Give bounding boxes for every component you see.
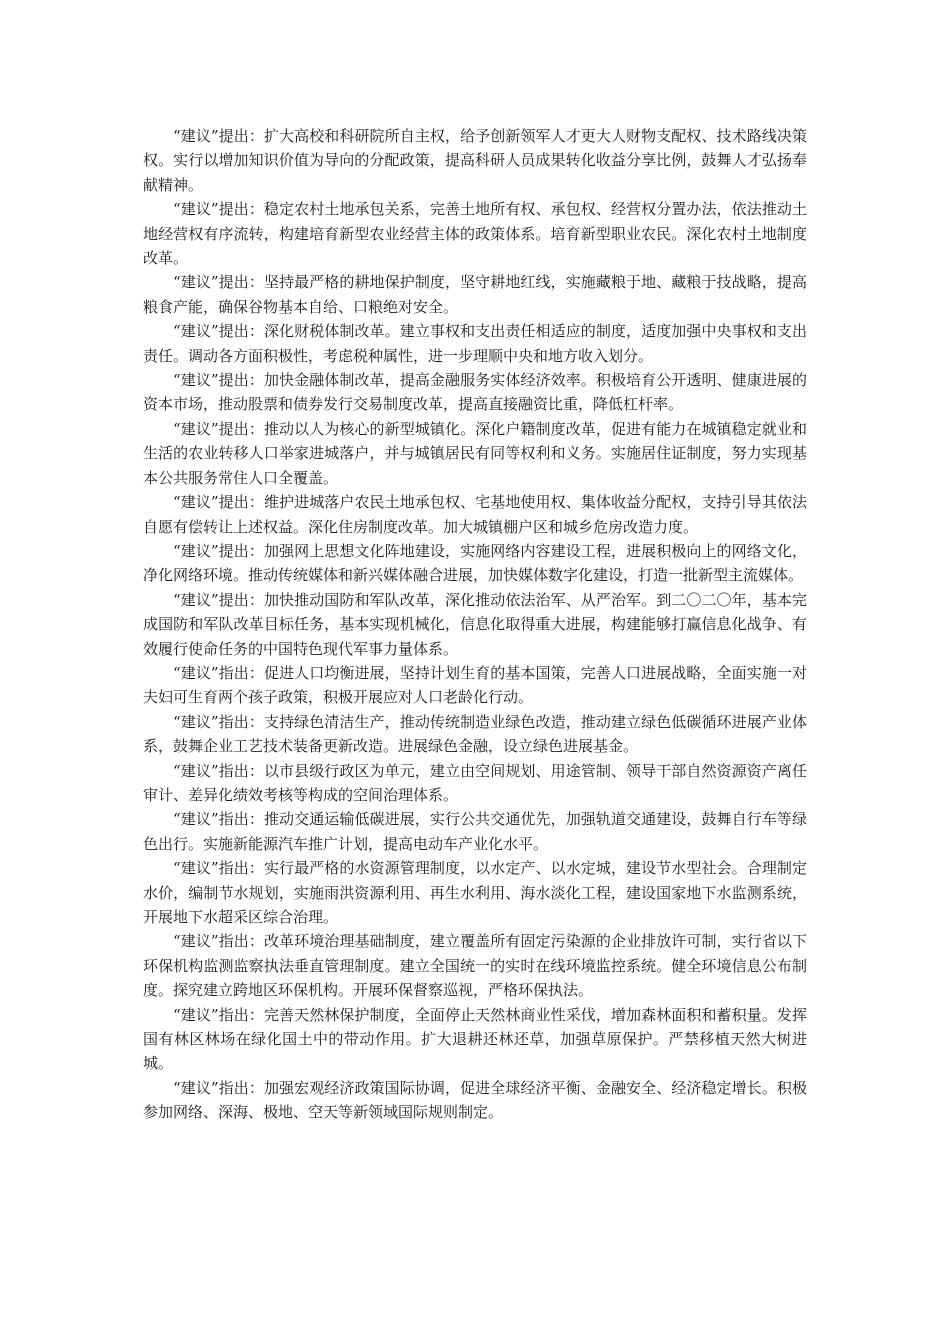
paragraph-13: “建议”指出：推动交通运输低碳进展，实行公共交通优先，加强轨道交通建设，鼓舞自行车等绿色出行。实施新能源汽车推广计划，提高电动车产业化水平。 [143,810,807,853]
paragraph-10: “建议”指出：促进人口均衡进展，坚持计划生育的基本国策，完善人口进展战略，全面实施一对夫妇可生育两个孩子政策，积极开展应对人口老龄化行动。 [143,663,807,707]
paragraph-17: “建议”指出：加强宏观经济政策国际协调，促进全球经济平衡、金融安全、经济稳定增长。积极参加网络、深海、极地、空天等新领域国际规则制定。 [143,1078,807,1122]
paragraph-2: “建议”提出：稳定农村土地承包关系，完善土地所有权、承包权、经营权分置办法，依法推动土地经营权有序流转，构建培育新型农业经营主体的政策体系。培育新型职业农民。深化农村土地制度改革。 [143,200,807,268]
paragraph-11: “建议”指出：支持绿色清洁生产，推动传统制造业绿色改造，推动建立绿色低碳循环进展产业体系，鼓舞企业工艺技术装备更新改造。进展绿色金融，设立绿色进展基金。 [143,712,807,756]
paragraph-6: “建议”提出：推动以人为核心的新型城镇化。深化户籍制度改革，促进有能力在城镇稳定就业和生活的农业转移人口举家进城落户，并与城镇居民有同等权利和义务。实施居住证制度，努力实现基本公共服务常住人口全覆盖。 [143,419,807,487]
paragraph-14: “建议”指出：实行最严格的水资源管理制度，以水定产、以水定城，建设节水型社会。合理制定水价，编制节水规划，实施雨洪资源利用、再生水利用、海水淡化工程，建设国家地下水监测系统，开展地下水超采区综合治理。 [143,859,807,926]
paragraph-7: “建议”提出：维护进城落户农民土地承包权、宅基地使用权、集体收益分配权，支持引导其依法自愿有偿转让上述权益。深化住房制度改革。加大城镇棚户区和城乡危房改造力度。 [143,493,807,536]
paragraph-15: “建议”指出：改革环境治理基础制度，建立覆盖所有固定污染源的企业排放许可制，实行省以下环保机构监测监察执法垂直管理制度。建立全国统一的实时在线环境监控系统。健全环境信息公布制度。探究建立跨地区环保机构。开展环保督察巡视，严格环保执法。 [143,932,807,1000]
paragraph-12: “建议”指出：以市县级行政区为单元，建立由空间规划、用途管制、领导干部自然资源资产离任审计、差异化绩效考核等构成的空间治理体系。 [143,761,807,804]
paragraph-16: “建议”指出：完善天然林保护制度，全面停止天然林商业性采伐，增加森林面积和蓄积量。发挥国有林区林场在绿化国土中的带动作用。扩大退耕还林还草，加强草原保护。严禁移植天然大树进城。 [143,1005,807,1073]
paragraph-5: “建议”提出：加快金融体制改革，提高金融服务实体经济效率。积极培育公开透明、健康进展的资本市场，推动股票和债券发行交易制度改革，提高直接融资比重，降低杠杆率。 [143,371,807,414]
paragraph-1: “建议”提出：扩大高校和科研院所自主权，给予创新领军人才更大人财物支配权、技术路线决策权。实行以增加知识价值为导向的分配政策，提高科研人员成果转化收益分享比例，鼓舞人才弘扬奉献精神。 [143,127,807,194]
paragraph-4: “建议”提出：深化财税体制改革。建立事权和支出责任相适应的制度，适度加强中央事权和支出责任。调动各方面积极性，考虑税种属性，进一步理顺中央和地方收入划分。 [143,322,807,365]
document-body [143,124,807,1125]
paragraph-9: “建议”提出：加快推动国防和军队改革，深化推动依法治军、从严治军。到二〇二〇年，基本完成国防和军队改革目标任务，基本实现机械化，信息化取得重大进展，构建能够打赢信息化战争、有效履行使命任务的中国特色现代军事力量体系。 [143,590,807,658]
paragraph-8: “建议”提出：加强网上思想文化阵地建设，实施网络内容建设工程，进展积极向上的网络文化，净化网络环境。推动传统媒体和新兴媒体融合进展，加快媒体数字化建设，打造一批新型主流媒体。 [143,541,807,585]
paragraph-3: “建议”提出：坚持最严格的耕地保护制度，坚守耕地红线，实施藏粮于地、藏粮于技战略，提高粮食产能，确保谷物基本自给、口粮绝对安全。 [143,273,807,316]
